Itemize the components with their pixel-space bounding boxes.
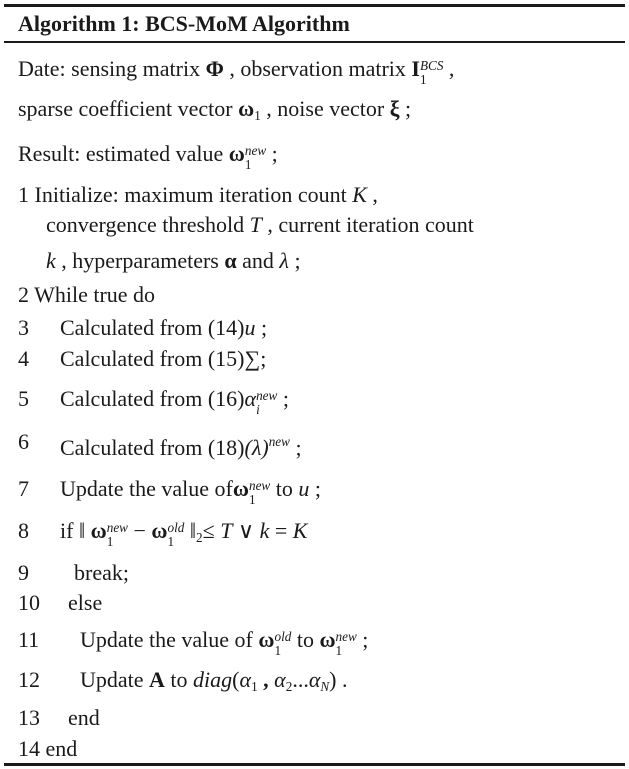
- line-5: 5 Calculated from (16)α new i ;: [18, 386, 289, 417]
- line-14: 14 end: [18, 736, 78, 761]
- line-3: 3 Calculated from (14)u ;: [18, 315, 268, 340]
- line-12: 12 Update A to diag(α1 , α2...αN) .: [18, 667, 348, 694]
- title-rule: [4, 41, 625, 43]
- line-date-2: sparse coefficient vector ω1 , noise vector ξ ;: [18, 96, 412, 123]
- line-2: 2 While true do: [18, 282, 156, 307]
- line-date-1: Date: sensing matrix Φ , observation matrix I BCS 1 ,: [18, 56, 455, 87]
- line-11: 11 Update the value of ω old 1 to ω new 1 ;: [18, 627, 369, 658]
- line-4: 4 Calculated from (15)∑;: [18, 346, 267, 371]
- line-10: 10 else: [18, 590, 103, 615]
- line-6: 6 Calculated from $(18)(\lambda)^{new}$ ;: [18, 429, 302, 461]
- line-7: 7 Update the value ofω new 1 to u ;: [18, 476, 321, 507]
- line-13: 13 end: [18, 705, 100, 730]
- bottom-rule: [4, 763, 625, 766]
- line-1c: k , hyperparameters α and λ ;: [46, 248, 301, 273]
- line-result: Result: estimated value ω new 1 ;: [18, 141, 278, 172]
- line-1b: convergence threshold T , current iteration count: [46, 212, 474, 237]
- algorithm-title: Algorithm 1: BCS-MoM Algorithm: [18, 11, 350, 36]
- line-9: 9 break;: [18, 560, 129, 585]
- line-8: 8 if ‖ ω new 1 − ω old 1 ‖2≤ T ∨ k = K: [18, 518, 308, 549]
- line-1a: 1 Initialize: maximum iteration count K ,: [18, 182, 378, 207]
